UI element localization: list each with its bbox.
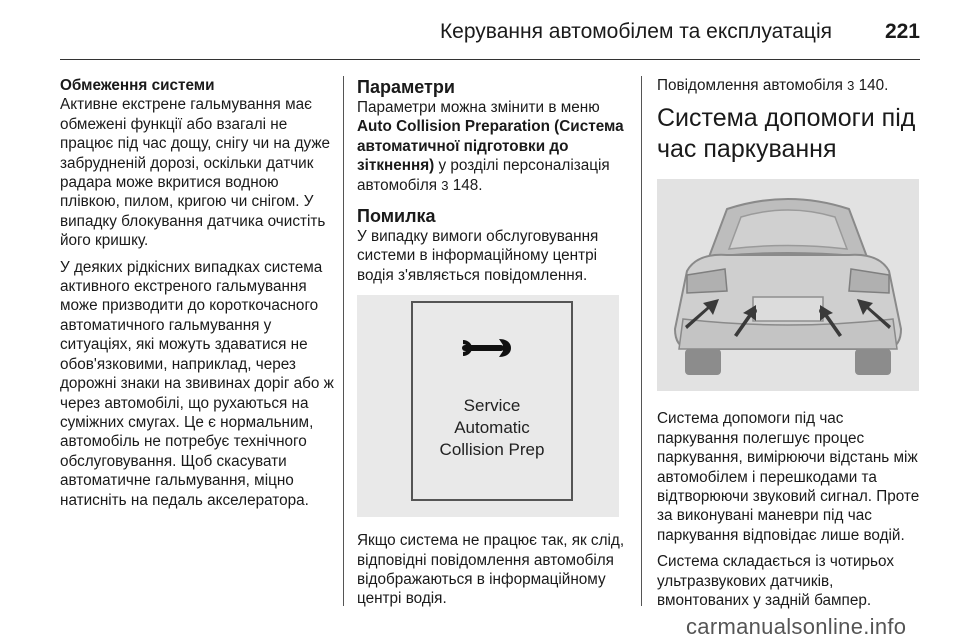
header-rule bbox=[60, 59, 920, 60]
paragraph: У деяких рідкісних випадках система активного екстреного гальмування може призводити до короткочасного автоматичного гальмування у ситуаціях, які можуть здаватися не обов'язковими, наприклад, через дорожні знаки на звивинах доріг або ж через автомобілі, що рухаються на суміжних смугах. Це є нормальним, автомобіль не потребує технічного обслуговування. Щоб скасувати автоматичне гальмування, міцно натисніть на педаль акселератора. bbox=[60, 258, 334, 509]
reference-arrow-icon: 3 bbox=[441, 177, 449, 193]
display-message bbox=[413, 395, 571, 461]
paragraph bbox=[357, 98, 627, 195]
driver-info-display-illustration bbox=[357, 295, 619, 517]
column-right bbox=[657, 76, 927, 617]
text-run: Повідомлення автомобіля bbox=[657, 77, 843, 94]
paragraph: У випадку вимоги обслуговування системи в інформаційному центрі водія з'являється повідомлення. bbox=[357, 228, 599, 284]
section-heading-settings: Параметри bbox=[357, 77, 455, 97]
display-line: Collision Prep bbox=[439, 440, 545, 460]
menu-path: Auto Collision Preparation (Система автоматичної підготовки до зіткнення) bbox=[357, 118, 624, 175]
page-header bbox=[60, 14, 920, 54]
reference-arrow-icon: 3 bbox=[847, 78, 855, 93]
section-heading-parking-assist: Система допомоги під час паркування bbox=[657, 104, 916, 164]
page-reference[interactable]: 148. bbox=[452, 176, 483, 194]
paragraph bbox=[657, 76, 927, 95]
paragraph: Активне екстрене гальмування має обмежені функції або взагалі не працює під час дощу, снігу чи на дуже забрудненій дорозі, оскільки датчик радара може вкритися водною плівкою, пилом, кригою чи снігом. У випадку блокування датчика очистіть його кришку. bbox=[60, 96, 331, 250]
section-heading-limitations: Обмеження системи bbox=[60, 77, 215, 94]
display-line: Service bbox=[463, 396, 521, 416]
paragraph: Якщо система не працює так, як слід, відповідні повідомлення автомобіля відображаються в інформаційному центрі водія. bbox=[357, 532, 625, 608]
column-divider bbox=[641, 76, 642, 606]
section-heading-fault: Помилка bbox=[357, 206, 436, 227]
display-line: Automatic bbox=[454, 418, 530, 438]
page-reference[interactable]: 140. bbox=[858, 77, 889, 94]
text-run: Параметри можна змінити в меню bbox=[357, 99, 600, 116]
display-screen bbox=[411, 301, 573, 501]
watermark: carmanualsonline.info bbox=[686, 614, 907, 639]
car-rear-illustration bbox=[657, 179, 919, 391]
column-divider bbox=[343, 76, 344, 606]
paragraph: Система складається із чотирьох ультразвукових датчиків, вмонтованих у задній бампер. bbox=[657, 553, 895, 610]
column-middle bbox=[357, 76, 627, 616]
text-run: у розділі персоналізація автомобіля bbox=[357, 157, 610, 194]
page-number: 221 bbox=[884, 20, 920, 43]
column-left bbox=[60, 76, 340, 517]
car-rear-image bbox=[657, 179, 919, 391]
paragraph: Система допомоги під час паркування полегшує процес паркування, вимірюючи відстань між автомобілем і перешкодами та відтворюючи звуковий сигнал. Проте за виконувані маневри під час паркування відповідає лише водій. bbox=[657, 410, 920, 544]
running-title: Керування автомобілем та експлуатація bbox=[439, 20, 832, 43]
wrench-icon bbox=[461, 333, 521, 363]
